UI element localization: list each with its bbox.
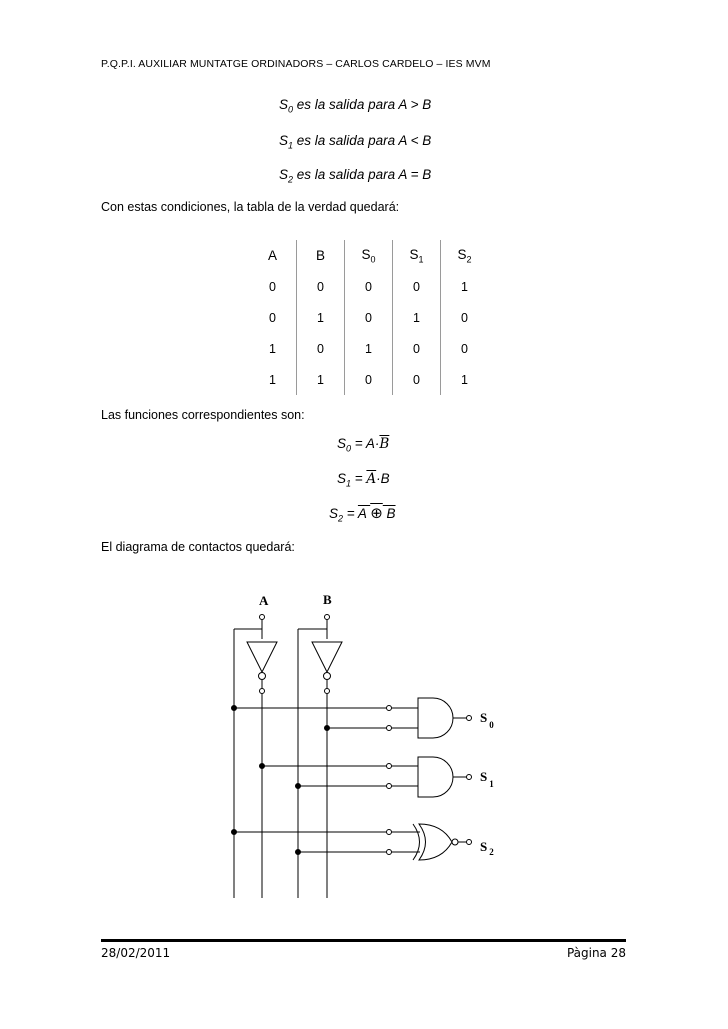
table-cell: 1: [441, 364, 489, 395]
function-s0: $S_0 = A\cdot\overline{B}$: [337, 436, 390, 454]
table-cell: 0: [393, 271, 441, 302]
terminal: [387, 784, 392, 789]
table-cell: 0: [441, 302, 489, 333]
terminal: [387, 830, 392, 835]
not-gate-a-icon: [247, 642, 277, 672]
table-cell: 0: [345, 302, 393, 333]
header-s1: $S_1$: [393, 240, 441, 271]
table-cell: 0: [441, 333, 489, 364]
junction-dot: [260, 764, 265, 769]
and-gate-s1-icon: [418, 757, 453, 797]
terminal: [387, 706, 392, 711]
header-b: B: [297, 240, 345, 271]
xnor-back-curve: [413, 824, 420, 860]
table-cell: 1: [269, 372, 276, 387]
xnor-gate-s2-icon: [419, 824, 452, 860]
truth-table-intro: Con estas condiciones, la tabla de la verdad quedará:: [101, 200, 400, 214]
table-cell: 0: [269, 310, 276, 325]
table-cell: 1: [441, 271, 489, 302]
function-s1: $S_1 = \overline{A}\cdot B$: [337, 471, 390, 489]
terminal: [387, 764, 392, 769]
table-cell: 1: [297, 364, 345, 395]
junction-dot: [232, 830, 237, 835]
output-terminal: [467, 840, 472, 845]
junction-dot: [232, 706, 237, 711]
output-s2-label: S $_2$: [480, 839, 494, 857]
table-cell: 0: [393, 364, 441, 395]
output-s1-label: S $_1$: [480, 769, 494, 789]
terminal: [387, 850, 392, 855]
terminal: [325, 689, 330, 694]
junction-dot: [325, 726, 330, 731]
terminal: [260, 689, 265, 694]
not-gate-b-icon: [312, 642, 342, 672]
input-b-label: B: [323, 592, 332, 607]
functions-intro: Las funciones correspondientes son:: [101, 408, 305, 422]
footer-date: 28/02/2011: [101, 946, 171, 960]
input-a-label: A: [259, 593, 269, 608]
table-cell: 0: [345, 364, 393, 395]
input-a-terminal: [260, 615, 265, 620]
table-cell: 1: [345, 333, 393, 364]
output-terminal: [467, 775, 472, 780]
function-s2: $S_2 = A$ ⊕ B: [329, 504, 396, 524]
output-s0-label: S $_0$: [480, 710, 494, 730]
header-s0: $S_0$: [345, 240, 393, 271]
header-s2: $S_2$: [441, 240, 489, 271]
table-cell: 1: [269, 341, 276, 356]
table-cell: 0: [269, 279, 276, 294]
and-gate-s0-icon: [418, 698, 453, 738]
condition-s2: $S_2$ es la salida para A = B: [279, 167, 432, 185]
footer-rule: [101, 939, 626, 942]
input-b-terminal: [325, 615, 330, 620]
terminal: [387, 726, 392, 731]
header-a: A: [267, 248, 277, 263]
condition-s0: $S_0$ es la salida para A > B: [279, 97, 432, 115]
not-bubble: [259, 673, 266, 680]
junction-dot: [296, 850, 301, 855]
table-cell: 1: [297, 302, 345, 333]
table-cell: 1: [393, 302, 441, 333]
not-bubble: [324, 673, 331, 680]
footer-page-number: Pàgina 28: [566, 946, 626, 960]
diagram-intro: El diagrama de contactos quedará:: [101, 540, 295, 554]
table-cell: 0: [345, 271, 393, 302]
junction-dot: [296, 784, 301, 789]
table-cell: 0: [297, 271, 345, 302]
xnor-bubble: [452, 839, 458, 845]
output-terminal: [467, 716, 472, 721]
table-cell: 0: [297, 333, 345, 364]
page-header: P.Q.P.I. AUXILIAR MUNTATGE ORDINADORS – CARLOS CARDELO – IES MVM: [101, 58, 491, 70]
condition-s1: $S_1$ es la salida para A < B: [279, 133, 432, 151]
table-cell: 0: [393, 333, 441, 364]
